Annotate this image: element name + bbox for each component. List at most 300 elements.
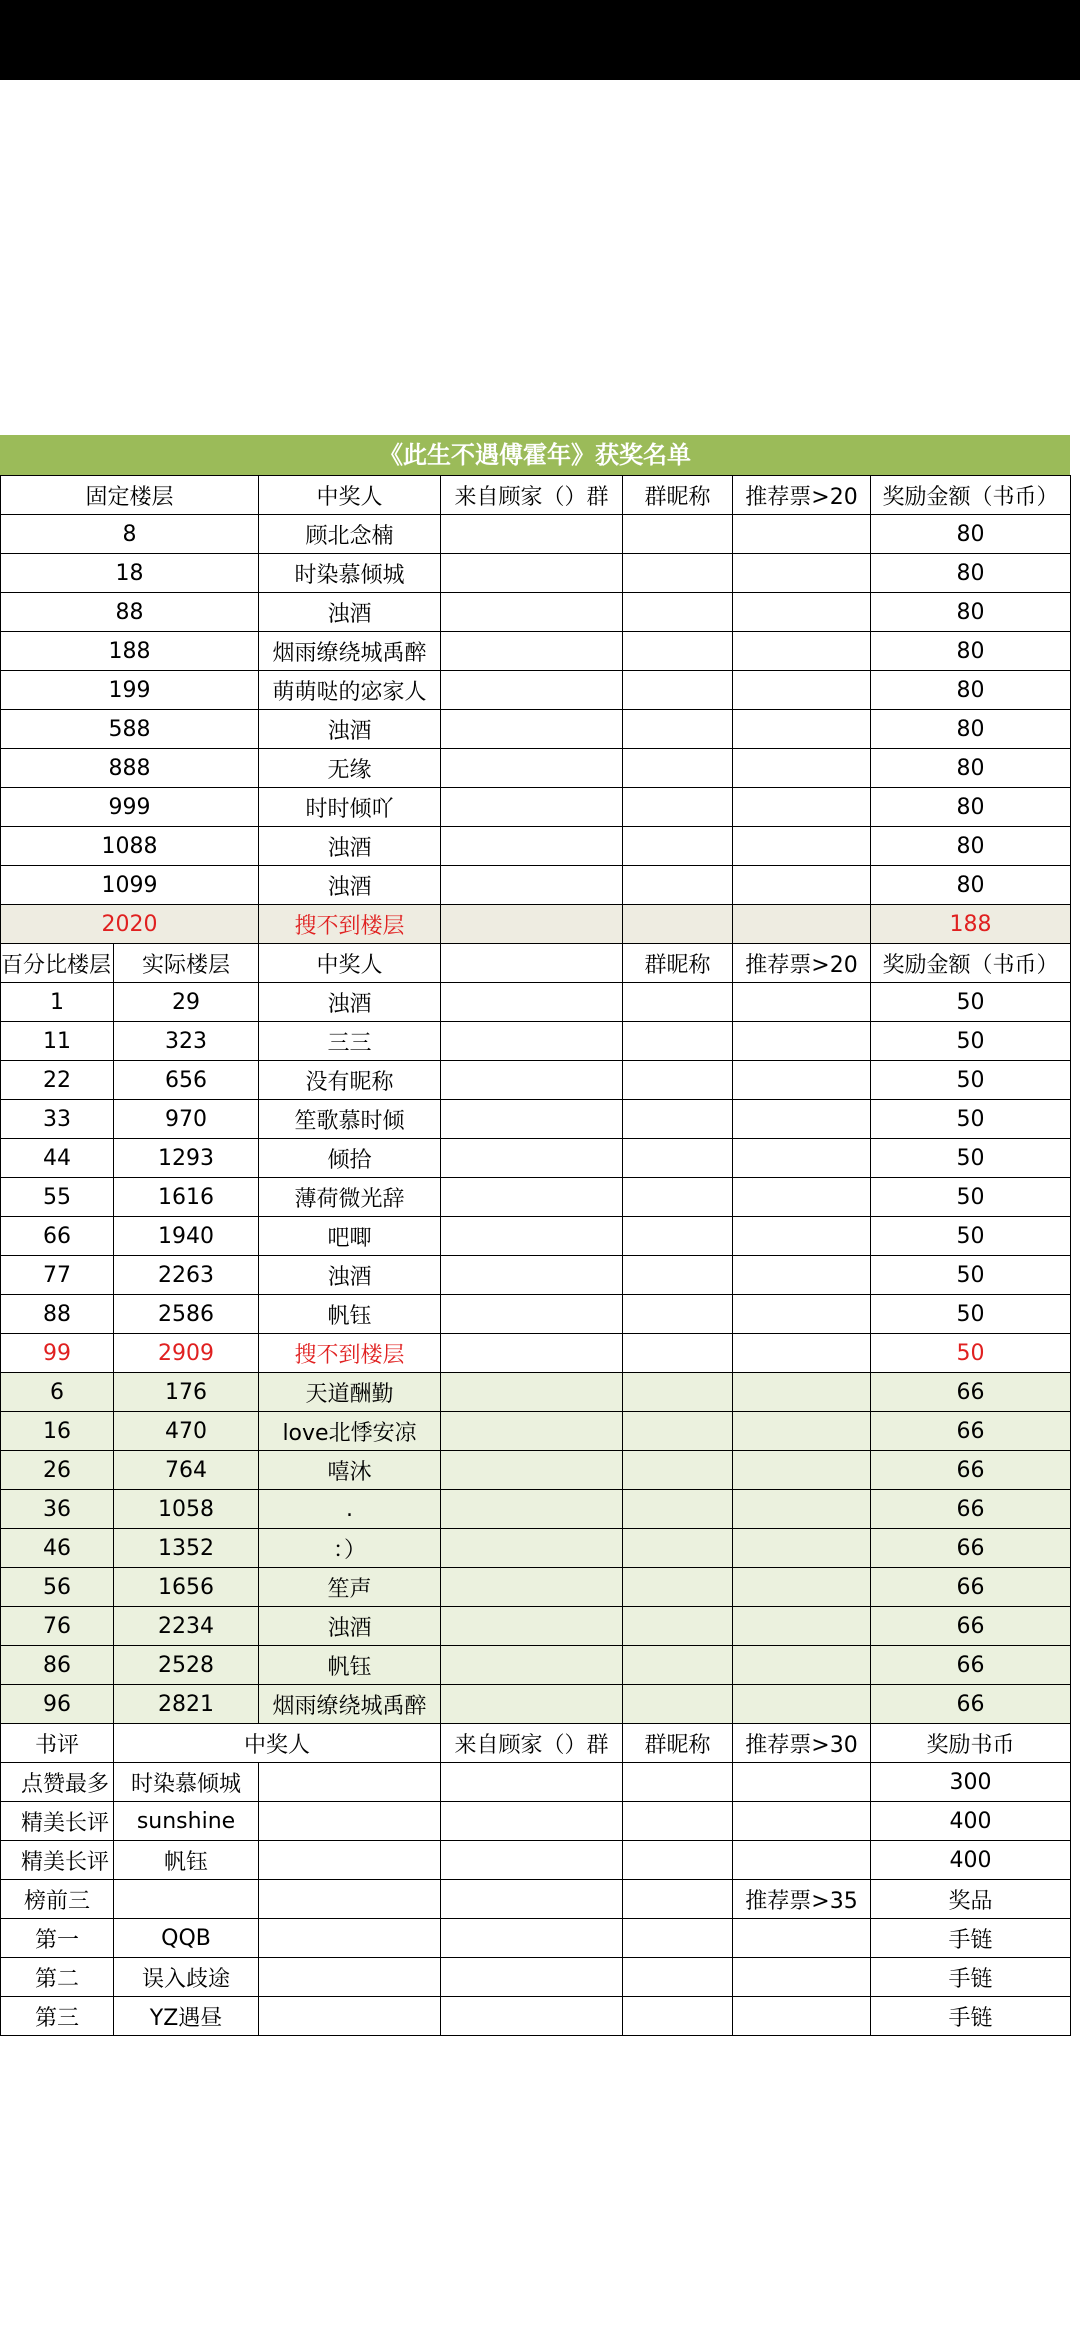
table-cell: 66 — [871, 1451, 1071, 1490]
header-cell: 奖励金额（书币） — [871, 944, 1071, 983]
table-cell — [733, 1490, 871, 1529]
table-row — [1, 1568, 1071, 1607]
table-cell — [441, 1451, 623, 1490]
table-cell: 970 — [114, 1100, 259, 1139]
winners-table — [0, 475, 1071, 2036]
table-cell — [441, 1100, 623, 1139]
table-row — [1, 671, 1071, 710]
table-cell — [623, 671, 733, 710]
table-cell — [623, 1178, 733, 1217]
table-cell: 80 — [871, 632, 1071, 671]
table-row — [1, 1802, 1071, 1841]
table-cell: 精美长评 — [1, 1841, 114, 1880]
table-cell: 44 — [1, 1139, 114, 1178]
table-cell: 帆钰 — [259, 1646, 441, 1685]
table-cell: 无缘 — [259, 749, 441, 788]
table-cell — [623, 632, 733, 671]
table-cell — [733, 1451, 871, 1490]
table-cell — [259, 1802, 441, 1841]
table-cell — [259, 1958, 441, 1997]
table-cell — [733, 632, 871, 671]
header-cell: 固定楼层 — [1, 476, 259, 515]
table-cell — [441, 1841, 623, 1880]
table-cell: 80 — [871, 554, 1071, 593]
table-cell — [623, 1139, 733, 1178]
table-cell: 时染慕倾城 — [259, 554, 441, 593]
header-cell: 推荐票>20 — [733, 476, 871, 515]
table-row — [1, 1607, 1071, 1646]
table-cell — [441, 1061, 623, 1100]
table-cell: 188 — [1, 632, 259, 671]
table-row — [1, 710, 1071, 749]
table-cell: 吧唧 — [259, 1217, 441, 1256]
table-cell: 66 — [871, 1685, 1071, 1724]
table-cell — [441, 515, 623, 554]
table-row — [1, 1763, 1071, 1802]
table-cell — [733, 1100, 871, 1139]
table-cell — [623, 1490, 733, 1529]
table-row — [1, 1061, 1071, 1100]
table-row — [1, 632, 1071, 671]
table-cell: 400 — [871, 1802, 1071, 1841]
header-cell: 推荐票>35 — [733, 1880, 871, 1919]
table-cell — [623, 1841, 733, 1880]
table-cell: . — [259, 1490, 441, 1529]
table-cell: 没有昵称 — [259, 1061, 441, 1100]
table-cell — [441, 1334, 623, 1373]
header-cell: 书评 — [1, 1724, 114, 1763]
table-cell: 66 — [871, 1529, 1071, 1568]
table-cell: 2234 — [114, 1607, 259, 1646]
header-cell: 榜前三 — [1, 1880, 114, 1919]
table-cell — [623, 1412, 733, 1451]
table-cell — [623, 1217, 733, 1256]
table-cell: 588 — [1, 710, 259, 749]
percent-header-row — [1, 944, 1071, 983]
table-cell: 笙声 — [259, 1568, 441, 1607]
table-cell — [623, 905, 733, 944]
table-cell: 80 — [871, 515, 1071, 554]
table-cell: 80 — [871, 671, 1071, 710]
table-cell — [733, 1061, 871, 1100]
table-cell: 2586 — [114, 1295, 259, 1334]
table-cell: 46 — [1, 1529, 114, 1568]
table-cell — [733, 1841, 871, 1880]
table-cell: 天道酬勤 — [259, 1373, 441, 1412]
table-cell — [733, 1958, 871, 1997]
table-cell — [441, 1763, 623, 1802]
table-cell: 999 — [1, 788, 259, 827]
table-cell: 1058 — [114, 1490, 259, 1529]
table-cell: 手链 — [871, 1997, 1071, 2036]
table-cell: 烟雨缭绕城禹醉 — [259, 632, 441, 671]
review-header-row — [1, 1724, 1071, 1763]
table-row — [1, 1295, 1071, 1334]
table-cell: 66 — [871, 1373, 1071, 1412]
table-cell: 薄荷微光辞 — [259, 1178, 441, 1217]
table-cell: 188 — [871, 905, 1071, 944]
table-cell — [441, 1373, 623, 1412]
table-cell — [733, 905, 871, 944]
table-cell — [441, 1256, 623, 1295]
table-cell — [623, 710, 733, 749]
table-cell — [733, 1529, 871, 1568]
table-cell: 36 — [1, 1490, 114, 1529]
table-cell — [623, 788, 733, 827]
table-cell — [441, 788, 623, 827]
table-cell — [441, 710, 623, 749]
table-cell — [623, 1022, 733, 1061]
table-cell: 50 — [871, 1217, 1071, 1256]
table-cell: 55 — [1, 1178, 114, 1217]
table-row — [1, 1490, 1071, 1529]
table-cell — [623, 1685, 733, 1724]
table-cell — [733, 1607, 871, 1646]
table-cell — [441, 1178, 623, 1217]
table-row — [1, 905, 1071, 944]
table-cell — [733, 1139, 871, 1178]
table-row — [1, 1997, 1071, 2036]
table-row — [1, 788, 1071, 827]
table-cell: 96 — [1, 1685, 114, 1724]
table-cell: 精美长评 — [1, 1802, 114, 1841]
table-row — [1, 1334, 1071, 1373]
table-cell: 1099 — [1, 866, 259, 905]
table-cell — [259, 1880, 441, 1919]
table-cell — [623, 593, 733, 632]
table-cell — [623, 1958, 733, 1997]
table-cell: 笙歌慕时倾 — [259, 1100, 441, 1139]
table-cell: 86 — [1, 1646, 114, 1685]
header-cell: 奖励金额（书币） — [871, 476, 1071, 515]
table-cell — [733, 983, 871, 1022]
table-cell — [733, 1646, 871, 1685]
table-cell — [441, 632, 623, 671]
table-cell — [441, 1997, 623, 2036]
table-cell: 764 — [114, 1451, 259, 1490]
table-cell: 66 — [871, 1412, 1071, 1451]
table-cell: 400 — [871, 1841, 1071, 1880]
table-cell: love北悸安凉 — [259, 1412, 441, 1451]
table-cell: 50 — [871, 1334, 1071, 1373]
status-bar — [0, 0, 1080, 80]
table-cell: 50 — [871, 983, 1071, 1022]
table-cell — [623, 1568, 733, 1607]
header-cell: 百分比楼层 — [1, 944, 114, 983]
table-row — [1, 515, 1071, 554]
table-cell: 倾拾 — [259, 1139, 441, 1178]
table-cell — [114, 1880, 259, 1919]
table-cell: 浊酒 — [259, 866, 441, 905]
table-cell — [733, 554, 871, 593]
header-cell: 中奖人 — [114, 1724, 441, 1763]
table-cell: 99 — [1, 1334, 114, 1373]
table-cell — [441, 1295, 623, 1334]
table-cell — [733, 866, 871, 905]
table-cell — [733, 671, 871, 710]
table-cell: 2020 — [1, 905, 259, 944]
table-cell — [441, 1958, 623, 1997]
table-cell — [623, 1607, 733, 1646]
table-cell: 77 — [1, 1256, 114, 1295]
table-row — [1, 749, 1071, 788]
table-cell: sunshine — [114, 1802, 259, 1841]
table-cell — [441, 944, 623, 983]
table-cell — [733, 1802, 871, 1841]
table-cell: 萌萌哒的宓家人 — [259, 671, 441, 710]
table-cell: 搜不到楼层 — [259, 1334, 441, 1373]
table-cell: 50 — [871, 1295, 1071, 1334]
table-cell — [441, 1919, 623, 1958]
table-cell — [441, 554, 623, 593]
table-cell — [259, 1919, 441, 1958]
table-cell — [441, 866, 623, 905]
table-cell: 29 — [114, 983, 259, 1022]
table-cell: 6 — [1, 1373, 114, 1412]
table-cell — [623, 1100, 733, 1139]
table-cell: 2821 — [114, 1685, 259, 1724]
table-cell: 第一 — [1, 1919, 114, 1958]
table-cell — [733, 515, 871, 554]
table-cell: 时染慕倾城 — [114, 1763, 259, 1802]
table-cell: 2263 — [114, 1256, 259, 1295]
fixed-header-row — [1, 476, 1071, 515]
table-row — [1, 1256, 1071, 1295]
table-cell: 80 — [871, 827, 1071, 866]
table-row — [1, 1412, 1071, 1451]
table-cell — [623, 1373, 733, 1412]
table-cell — [623, 1802, 733, 1841]
table-cell — [441, 1217, 623, 1256]
table-cell: 帆钰 — [259, 1295, 441, 1334]
table-row — [1, 1529, 1071, 1568]
header-cell: 群昵称 — [623, 1724, 733, 1763]
table-cell — [441, 983, 623, 1022]
table-row — [1, 1646, 1071, 1685]
table-cell: 顾北念楠 — [259, 515, 441, 554]
table-cell — [733, 1334, 871, 1373]
table-cell — [733, 788, 871, 827]
table-cell: 浊酒 — [259, 593, 441, 632]
table-cell: 浊酒 — [259, 710, 441, 749]
table-cell: 烟雨缭绕城禹醉 — [259, 1685, 441, 1724]
table-cell — [441, 1139, 623, 1178]
table-cell: 帆钰 — [114, 1841, 259, 1880]
table-row — [1, 1451, 1071, 1490]
table-cell: 1352 — [114, 1529, 259, 1568]
table-cell: 搜不到楼层 — [259, 905, 441, 944]
table-cell: 浊酒 — [259, 983, 441, 1022]
header-cell: 中奖人 — [259, 944, 441, 983]
table-cell: 66 — [871, 1646, 1071, 1685]
table-cell: 1293 — [114, 1139, 259, 1178]
table-cell — [733, 1295, 871, 1334]
table-cell: 50 — [871, 1178, 1071, 1217]
table-cell — [441, 1022, 623, 1061]
table-cell — [733, 593, 871, 632]
table-cell: 88 — [1, 593, 259, 632]
table-cell: 888 — [1, 749, 259, 788]
table-row — [1, 1022, 1071, 1061]
table-cell — [441, 1646, 623, 1685]
table-cell: 656 — [114, 1061, 259, 1100]
table-cell: 470 — [114, 1412, 259, 1451]
table-row — [1, 593, 1071, 632]
table-cell — [623, 1451, 733, 1490]
table-cell: 2528 — [114, 1646, 259, 1685]
table-cell — [441, 749, 623, 788]
table-cell — [733, 1763, 871, 1802]
table-cell: 199 — [1, 671, 259, 710]
table-cell: 56 — [1, 1568, 114, 1607]
table-row — [1, 827, 1071, 866]
table-cell — [623, 1295, 733, 1334]
header-cell: 群昵称 — [623, 944, 733, 983]
table-row — [1, 1373, 1071, 1412]
table-cell: 16 — [1, 1412, 114, 1451]
sheet-title: 《此生不遇傅霍年》获奖名单 — [0, 435, 1070, 475]
table-cell: 手链 — [871, 1958, 1071, 1997]
table-cell — [623, 1997, 733, 2036]
table-cell: 50 — [871, 1139, 1071, 1178]
table-cell: 第二 — [1, 1958, 114, 1997]
spreadsheet — [0, 435, 1070, 2036]
table-cell — [259, 1997, 441, 2036]
header-cell: 来自顾家（）群 — [441, 1724, 623, 1763]
table-cell: 18 — [1, 554, 259, 593]
table-cell: 80 — [871, 749, 1071, 788]
table-cell — [259, 1841, 441, 1880]
table-cell — [623, 1256, 733, 1295]
table-cell: 浊酒 — [259, 827, 441, 866]
table-cell — [733, 1919, 871, 1958]
table-row — [1, 866, 1071, 905]
table-cell — [441, 1802, 623, 1841]
table-cell: 323 — [114, 1022, 259, 1061]
table-cell — [733, 1178, 871, 1217]
table-cell: 26 — [1, 1451, 114, 1490]
table-cell: 手链 — [871, 1919, 1071, 1958]
table-cell: 1940 — [114, 1217, 259, 1256]
table-cell: 8 — [1, 515, 259, 554]
table-cell: 80 — [871, 593, 1071, 632]
table-cell — [623, 515, 733, 554]
ranking-header-row — [1, 1880, 1071, 1919]
table-cell: 1088 — [1, 827, 259, 866]
table-cell: 点赞最多 — [1, 1763, 114, 1802]
table-row — [1, 1100, 1071, 1139]
table-cell — [441, 1529, 623, 1568]
table-cell — [733, 749, 871, 788]
table-cell — [441, 1490, 623, 1529]
table-cell — [441, 1412, 623, 1451]
table-cell — [441, 905, 623, 944]
table-cell — [733, 1685, 871, 1724]
table-row — [1, 1685, 1071, 1724]
table-row — [1, 1178, 1071, 1217]
table-cell — [441, 593, 623, 632]
table-row — [1, 1217, 1071, 1256]
table-cell: 50 — [871, 1256, 1071, 1295]
header-cell: 推荐票>30 — [733, 1724, 871, 1763]
table-row — [1, 1139, 1071, 1178]
table-cell — [441, 1685, 623, 1724]
header-cell: 群昵称 — [623, 476, 733, 515]
table-cell: 时时倾吖 — [259, 788, 441, 827]
table-cell: 88 — [1, 1295, 114, 1334]
table-cell — [623, 866, 733, 905]
table-cell: 1 — [1, 983, 114, 1022]
table-cell: 1656 — [114, 1568, 259, 1607]
table-cell: 300 — [871, 1763, 1071, 1802]
table-row — [1, 1958, 1071, 1997]
table-cell: 176 — [114, 1373, 259, 1412]
table-cell: 76 — [1, 1607, 114, 1646]
table-row — [1, 1919, 1071, 1958]
table-cell: 22 — [1, 1061, 114, 1100]
table-cell — [441, 827, 623, 866]
table-cell — [733, 1256, 871, 1295]
table-cell — [259, 1763, 441, 1802]
table-row — [1, 554, 1071, 593]
table-cell: 浊酒 — [259, 1607, 441, 1646]
table-cell: 2909 — [114, 1334, 259, 1373]
header-cell: 实际楼层 — [114, 944, 259, 983]
table-cell: 66 — [871, 1490, 1071, 1529]
table-cell: 80 — [871, 710, 1071, 749]
table-cell: 第三 — [1, 1997, 114, 2036]
table-cell — [623, 1334, 733, 1373]
table-cell — [441, 671, 623, 710]
table-cell — [623, 1529, 733, 1568]
header-cell: 来自顾家（）群 — [441, 476, 623, 515]
table-cell: 66 — [1, 1217, 114, 1256]
table-cell: 80 — [871, 788, 1071, 827]
table-cell — [733, 1373, 871, 1412]
table-cell: YZ遇昼 — [114, 1997, 259, 2036]
table-cell: 66 — [871, 1568, 1071, 1607]
table-cell — [623, 1061, 733, 1100]
table-cell — [733, 710, 871, 749]
table-cell: 误入歧途 — [114, 1958, 259, 1997]
table-row — [1, 1841, 1071, 1880]
table-cell — [733, 1568, 871, 1607]
table-cell — [623, 1646, 733, 1685]
table-cell — [623, 554, 733, 593]
table-cell: 50 — [871, 1100, 1071, 1139]
table-row — [1, 983, 1071, 1022]
table-cell: 嘻沐 — [259, 1451, 441, 1490]
table-cell — [733, 1022, 871, 1061]
header-cell: 推荐票>20 — [733, 944, 871, 983]
table-cell — [623, 1763, 733, 1802]
table-cell: 三三 — [259, 1022, 441, 1061]
table-cell — [733, 827, 871, 866]
table-cell — [733, 1217, 871, 1256]
table-cell — [623, 749, 733, 788]
table-cell: 33 — [1, 1100, 114, 1139]
table-cell: 80 — [871, 866, 1071, 905]
table-cell: 66 — [871, 1607, 1071, 1646]
table-cell — [623, 983, 733, 1022]
table-cell: 1616 — [114, 1178, 259, 1217]
table-cell: ：） — [259, 1529, 441, 1568]
table-cell: 11 — [1, 1022, 114, 1061]
table-cell — [441, 1568, 623, 1607]
table-cell — [623, 827, 733, 866]
header-cell: 奖励书币 — [871, 1724, 1071, 1763]
table-cell: QQB — [114, 1919, 259, 1958]
